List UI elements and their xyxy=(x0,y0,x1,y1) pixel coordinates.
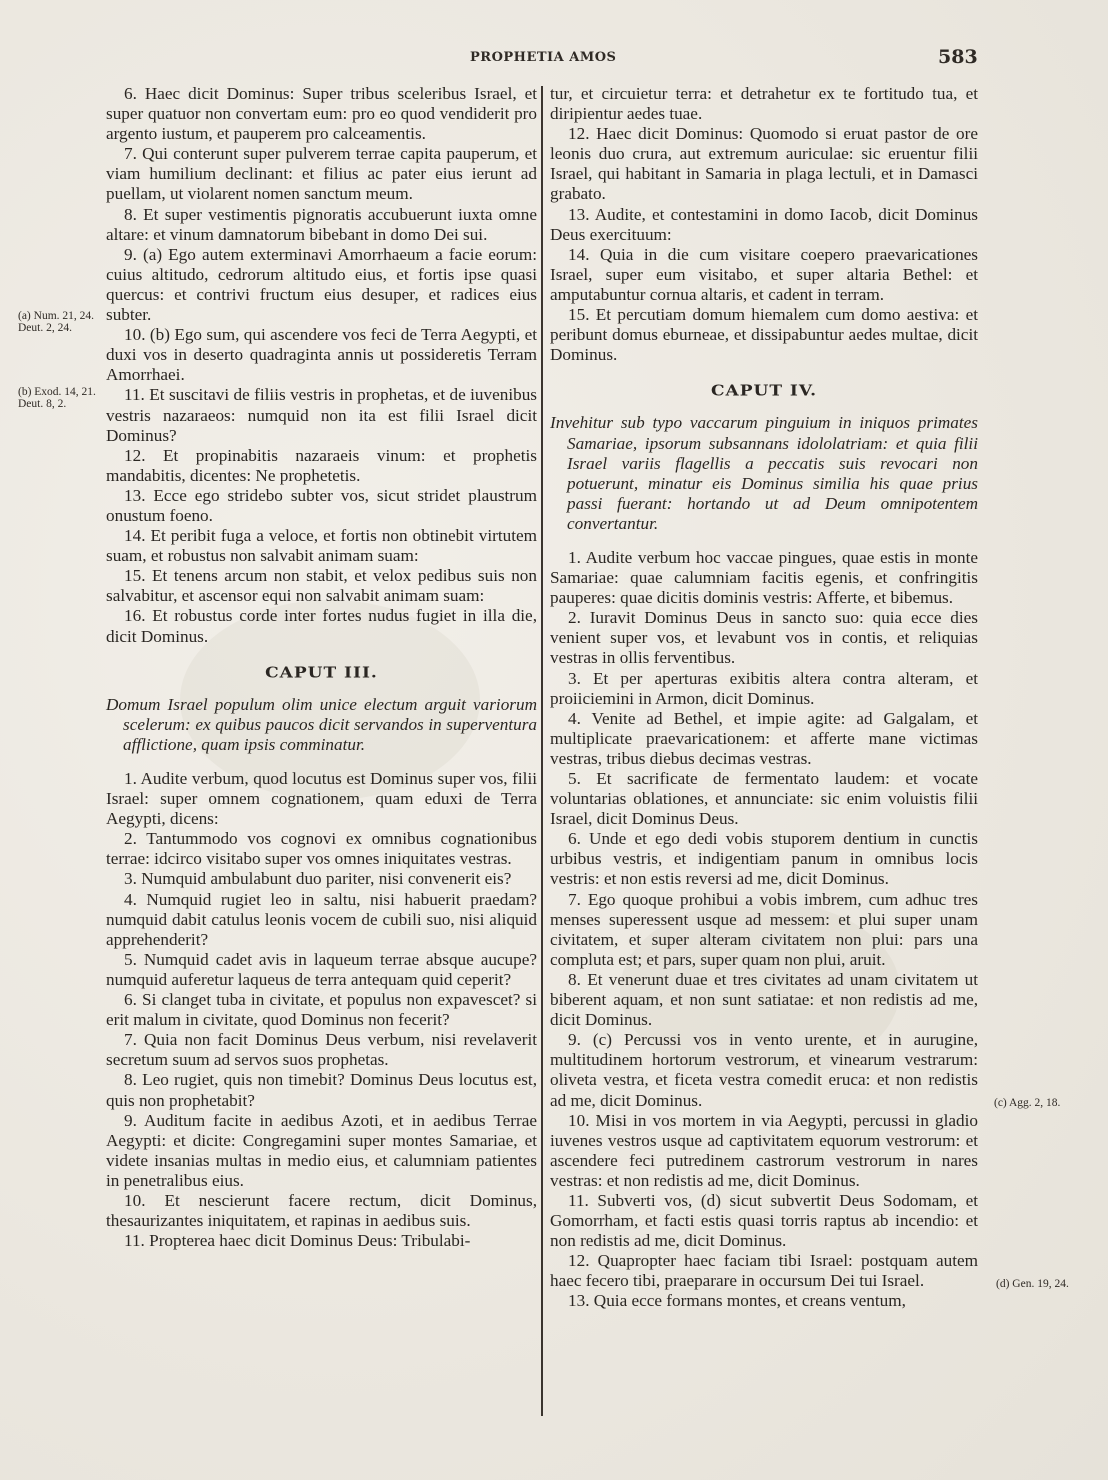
right-verses-after xyxy=(550,548,978,1312)
verse: 13. Audite, et contestamini in domo Iacob, dicit Dominus Deus exercituum: xyxy=(550,204,978,244)
verse: 9. (c) Percussi vos in vento urente, et in aurugine, multitudinem hortorum vestrorum, et vinearum vestrarum: oliveta vestra, et ficeta vestra comedit eruca: et non redistis ad me, dicit Dominus. xyxy=(550,1030,978,1110)
verse: 12. Et propinabitis nazaraeis vinum: et prophetis mandabitis, dicentes: Ne prophetetis. xyxy=(106,445,537,485)
right-verses-before xyxy=(550,84,978,365)
verse: 11. Et suscitavi de filiis vestris in prophetas, et de iuvenibus vestris nazaraeos: numquid non ita est filii Israel dicit Dominus? xyxy=(106,385,537,445)
margin-note-b: (b) Exod. 14, 21. Deut. 8, 2. xyxy=(18,386,96,410)
verse: 3. Et per aperturas exibitis altera contra alteram, et proiiciemini in Armon, dicit Dominus. xyxy=(550,668,978,708)
left-verses-after xyxy=(106,769,537,1251)
verse: 4. Numquid rugiet leo in saltu, nisi habuerit praedam? numquid dabit catulus leonis vocem de cubili suo, nisi aliquid apprehenderit? xyxy=(106,889,537,949)
verse: 14. Quia in die cum visitare coepero praevaricationes Israel, super eum visitabo, et super altaria Bethel: et amputabuntur cornua altaris, et cadent in terram. xyxy=(550,244,978,304)
verse: 13. Quia ecce formans montes, et creans ventum, xyxy=(568,1291,906,1311)
chapter-argument-4: Invehitur sub typo vaccarum pinguium in iniquos primates Samariae, ipsorum subsannans idololatriam: et quia filii Israel variis flagellis a peccatis suis revocari non potuerunt, minatur eis Dominus similia his quae prius passi fuerant: hortando ut ad Deum omnipotentem convertantur. xyxy=(550,413,978,533)
left-verses-before xyxy=(106,84,537,647)
margin-note-a: (a) Num. 21, 24. Deut. 2, 24. xyxy=(18,310,95,334)
verse: 1. Audite verbum, quod locutus est Dominus super vos, filii Israel: super omnem cognationem, quam eduxi de Terra Aegypti, dicens: xyxy=(106,769,537,829)
verse: 6. Unde et ego dedi vobis stuporem dentium in cunctis urbibus vestris, et indigentiam panum in omnibus locis vestris: et non estis reversi ad me, dicit Dominus. xyxy=(550,829,978,889)
chapter-heading-4: CAPUT IV. xyxy=(711,382,817,401)
verse: 6. Haec dicit Dominus: Super tribus sceleribus Israel, et super quatuor non convertam eum: pro eo quod vendiderit pro argento iustum, et pauperem pro calceamentis. xyxy=(106,84,537,144)
verse: 5. Numquid cadet avis in laqueum terrae absque aucupe? numquid auferetur laqueus de terra antequam quid ceperit? xyxy=(106,949,537,989)
verse: 10. (b) Ego sum, qui ascendere vos feci de Terra Aegypti, et duxi vos in deserto quadraginta annis ut possideretis Terram Amorrhaei. xyxy=(106,325,537,385)
right-column xyxy=(550,84,978,1312)
margin-note-d: (d) Gen. 19, 24. xyxy=(996,1278,1069,1290)
verse: 2. Tantummodo vos cognovi ex omnibus cognationibus terrae: idcirco visitabo super vos omnes iniquitates vestras. xyxy=(106,829,537,869)
verse: 7. Qui conterunt super pulverem terrae capita pauperum, et viam humilium declinant: et filius ac pater eius ierunt ad puellam, ut violarent nomen sanctum meum. xyxy=(106,144,537,204)
verse: 9. (a) Ego autem exterminavi Amorrhaeum a facie eorum: cuius altitudo, cedrorum altitudo eius, et fortis ipse quasi quercus: et contrivi fructum eius desuper, et radices eius subter. xyxy=(106,244,537,325)
verse: 5. Et sacrificate de fermentato laudem: et vocate voluntarias oblationes, et annunciate: sic enim voluistis filii Israel, dicit Dominus Deus. xyxy=(550,769,978,829)
verse: 1. Audite verbum hoc vaccae pingues, quae estis in monte Samariae: quae calumniam facitis egenis, et confringitis pauperes: quae dicitis dominis vestris: Afferte, et bibemus. xyxy=(550,547,978,608)
verse: 6. Si clanget tuba in civitate, et populus non expavescet? si erit malum in civitate, quod Dominus non fecerit? xyxy=(106,990,537,1030)
verse: 4. Venite ad Bethel, et impie agite: ad Galgalam, et multiplicate praevaricationem: et afferte mane victimas vestras, tribus diebus decimas vestras. xyxy=(550,708,978,768)
column-divider xyxy=(541,86,543,1416)
verse: 11. Propterea haec dicit Dominus Deus: Tribulabi- xyxy=(124,1231,471,1251)
verse: 9. Auditum facite in aedibus Azoti, et in aedibus Terrae Aegypti: et dicite: Congregamini super montes Samariae, et videte insanias multas in medio eius, et calumniam patientes in penetralibus eius. xyxy=(106,1110,537,1190)
running-title: PROPHETIA AMOS xyxy=(470,50,617,65)
verse: 13. Ecce ego stridebo subter vos, sicut stridet plaustrum onustum foeno. xyxy=(106,485,537,525)
verse: 10. Et nescierunt facere rectum, dicit Dominus, thesaurizantes iniquitatem, et rapinas in aedibus suis. xyxy=(106,1190,537,1231)
verse: 15. Et tenens arcum non stabit, et velox pedibus suis non salvabitur, et ascensor equi non salvabit animam suam: xyxy=(106,566,537,606)
verse: 11. Subverti vos, (d) sicut subvertit Deus Sodomam, et Gomorrham, et facti estis quasi torris raptus ab incendio: et non redistis ad me, dicit Dominus. xyxy=(550,1190,978,1251)
margin-note-c: (c) Agg. 2, 18. xyxy=(994,1097,1061,1109)
verse: 7. Ego quoque prohibui a vobis imbrem, cum adhuc tres menses superessent usque ad messem: et plui super unam civitatem, et super alteram civitatem non plui: pars una compluta est; et pars, super quam non plui, aruit. xyxy=(550,889,978,969)
verse: 12. Quapropter haec faciam tibi Israel: postquam autem haec fecero tibi, praeparare in occursum Dei tui Israel. xyxy=(550,1251,978,1291)
chapter-heading-3: CAPUT III. xyxy=(265,663,378,682)
verse: 7. Quia non facit Dominus Deus verbum, nisi revelaverit secretum suum ad servos suos prophetas. xyxy=(106,1030,537,1070)
verse: 2. Iuravit Dominus Deus in sancto suo: quia ecce dies venient super vos, et levabunt vos in contis, et reliquias vestras in ollis ferventibus. xyxy=(550,608,978,668)
verse: 15. Et percutiam domum hiemalem cum domo aestiva: et peribunt domus eburneae, et dissipabuntur aedes multae, dicit Dominus. xyxy=(550,305,978,365)
verse: 3. Numquid ambulabunt duo pariter, nisi convenerit eis? xyxy=(124,869,512,889)
chapter-argument-3: Domum Israel populum olim unice electum arguit variorum scelerum: ex quibus paucos dicit servandos in superventura afflictione, quam ipsis comminatur. xyxy=(106,694,537,754)
verse: 16. Et robustus corde inter fortes nudus fugiet in illa die, dicit Dominus. xyxy=(106,606,537,646)
verse: tur, et circuietur terra: et detrahetur ex te fortitudo tua, et diripientur aedes tuae. xyxy=(550,84,978,124)
verse: 14. Et peribit fuga a veloce, et fortis non obtinebit virtutem suam, et robustus non salvabit animam suam: xyxy=(106,526,537,566)
verse: 10. Misi in vos mortem in via Aegypti, percussi in gladio iuvenes vestros usque ad captivitatem equorum vestrorum: et ascendere feci putredinem castrorum vestrorum in nares vestras: et non redistis ad me, dicit Dominus. xyxy=(550,1110,978,1190)
verse: 12. Haec dicit Dominus: Quomodo si eruat pastor de ore leonis duo crura, aut extremum auriculae: sic eruentur filii Israel, qui habitant in Samaria in plaga lectuli, et in Damasci grabato. xyxy=(550,124,978,204)
left-column xyxy=(106,84,537,1251)
page-number: 583 xyxy=(938,46,978,68)
verse: 8. Leo rugiet, quis non timebit? Dominus Deus locutus est, quis non prophetabit? xyxy=(106,1070,537,1110)
verse: 8. Et super vestimentis pignoratis accubuerunt iuxta omne altare: et vinum damnatorum bibebant in domo Dei sui. xyxy=(106,204,537,244)
verse: 8. Et venerunt duae et tres civitates ad unam civitatem ut biberent aquam, et non sunt satiatae: et non redistis ad me, dicit Dominus. xyxy=(550,969,978,1030)
